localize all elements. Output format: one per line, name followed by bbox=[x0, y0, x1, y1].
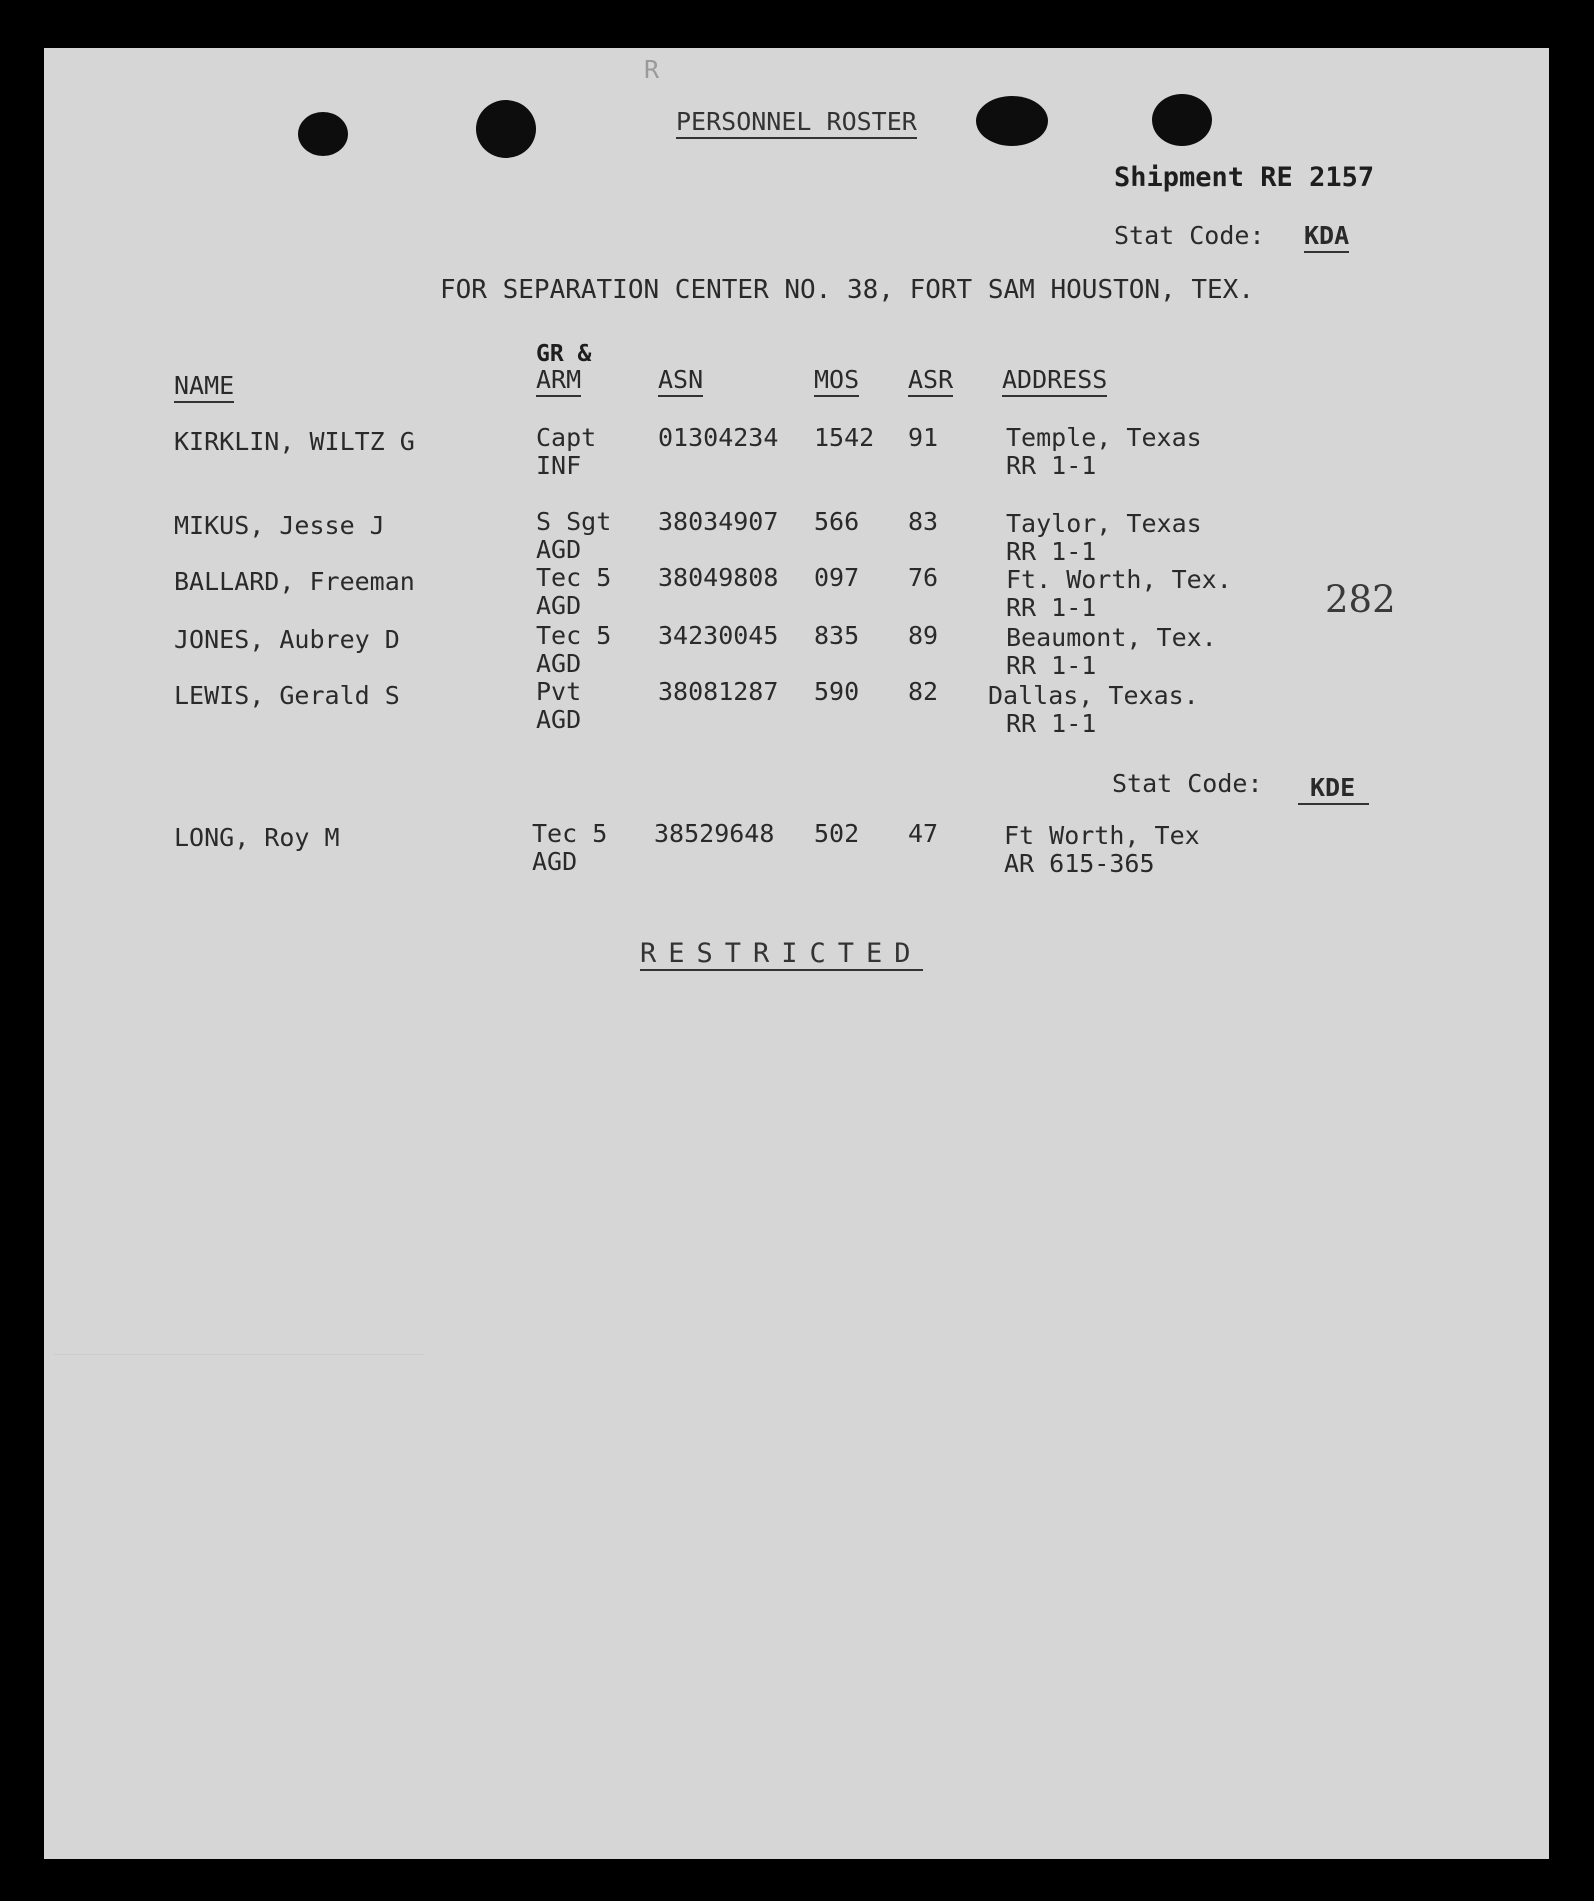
roster-row-grade: S Sgt bbox=[536, 507, 612, 536]
roster-row-grade: Tec 5 bbox=[536, 621, 612, 650]
roster-row-asr: 83 bbox=[908, 507, 939, 536]
roster-row-route: RR 1-1 bbox=[1006, 537, 1097, 566]
roster-row-grade: Tec 5 bbox=[532, 819, 608, 848]
roster-row-mos: 502 bbox=[814, 819, 860, 848]
restricted-footer: RESTRICTED bbox=[640, 938, 923, 969]
roster-row-name: LONG, Roy M bbox=[174, 823, 340, 852]
roster-row-arm: AGD bbox=[532, 847, 578, 876]
roster-row-asr: 47 bbox=[908, 819, 939, 848]
roster-row-mos: 835 bbox=[814, 621, 860, 650]
column-header-address: ADDRESS bbox=[1002, 366, 1107, 397]
roster-row-name: JONES, Aubrey D bbox=[174, 625, 400, 654]
top-stamp: R bbox=[644, 55, 668, 84]
roster-row-asn: 34230045 bbox=[658, 621, 779, 650]
stat-code-kde: KDE bbox=[1298, 774, 1369, 805]
roster-row-asn: 38049808 bbox=[658, 563, 779, 592]
roster-row-asn: 01304234 bbox=[658, 423, 779, 452]
roster-row-name: BALLARD, Freeman bbox=[174, 567, 415, 596]
punch-hole bbox=[298, 112, 348, 156]
roster-row-asn: 38081287 bbox=[658, 677, 779, 706]
column-header-grade-top: GR & bbox=[536, 341, 592, 367]
roster-row-asr: 91 bbox=[908, 423, 939, 452]
roster-row-arm: AGD bbox=[536, 535, 582, 564]
margin-number: 282 bbox=[1325, 578, 1396, 621]
roster-row-asn: 38034907 bbox=[658, 507, 779, 536]
roster-row-city: Dallas, Texas. bbox=[988, 681, 1199, 710]
roster-row-route: RR 1-1 bbox=[1006, 651, 1097, 680]
roster-row-route: RR 1-1 bbox=[1006, 593, 1097, 622]
roster-row-city: Temple, Texas bbox=[1006, 423, 1202, 452]
roster-row-city: Ft. Worth, Tex. bbox=[1006, 565, 1232, 594]
separation-center-line: FOR SEPARATION CENTER NO. 38, FORT SAM HOUSTON, TEX. bbox=[440, 275, 1254, 305]
roster-row-arm: AGD bbox=[536, 591, 582, 620]
roster-row-name: KIRKLIN, WILTZ G bbox=[174, 427, 415, 456]
roster-row-asr: 82 bbox=[908, 677, 939, 706]
roster-row-mos: 097 bbox=[814, 563, 860, 592]
roster-row-route: RR 1-1 bbox=[1006, 451, 1097, 480]
roster-row-asn: 38529648 bbox=[654, 819, 775, 848]
document-page bbox=[44, 48, 1549, 1859]
column-header-mos: MOS bbox=[814, 366, 859, 397]
stat-code-label: Stat Code: bbox=[1112, 769, 1263, 798]
stat-code-kda: KDA bbox=[1304, 222, 1349, 253]
roster-title: PERSONNEL ROSTER bbox=[676, 108, 917, 139]
roster-row-name: MIKUS, Jesse J bbox=[174, 511, 385, 540]
punch-hole bbox=[976, 96, 1048, 146]
column-header-asn: ASN bbox=[658, 366, 703, 397]
roster-row-asr: 89 bbox=[908, 621, 939, 650]
roster-row-name: LEWIS, Gerald S bbox=[174, 681, 400, 710]
roster-row-route: RR 1-1 bbox=[1006, 709, 1097, 738]
roster-row-arm: INF bbox=[536, 451, 582, 480]
roster-row-arm: AGD bbox=[536, 649, 582, 678]
roster-row-city: Taylor, Texas bbox=[1006, 509, 1202, 538]
roster-row-route: AR 615-365 bbox=[1004, 849, 1155, 878]
roster-row-grade: Tec 5 bbox=[536, 563, 612, 592]
shipment-number: Shipment RE 2157 bbox=[1114, 162, 1375, 193]
roster-row-arm: AGD bbox=[536, 705, 582, 734]
roster-row-city: Ft Worth, Tex bbox=[1004, 821, 1200, 850]
punch-hole bbox=[1152, 94, 1212, 146]
roster-row-grade: Pvt bbox=[536, 677, 582, 706]
faint-rule bbox=[54, 1354, 424, 1355]
column-header-asr: ASR bbox=[908, 366, 953, 397]
punch-hole bbox=[476, 100, 536, 158]
roster-row-mos: 1542 bbox=[814, 423, 875, 452]
stat-code-label: Stat Code: bbox=[1114, 221, 1265, 250]
roster-row-mos: 566 bbox=[814, 507, 860, 536]
column-header-grade-arm: ARM bbox=[536, 366, 581, 397]
roster-row-mos: 590 bbox=[814, 677, 860, 706]
roster-row-asr: 76 bbox=[908, 563, 939, 592]
roster-row-city: Beaumont, Tex. bbox=[1006, 623, 1217, 652]
column-header-name: NAME bbox=[174, 372, 234, 403]
roster-row-grade: Capt bbox=[536, 423, 597, 452]
